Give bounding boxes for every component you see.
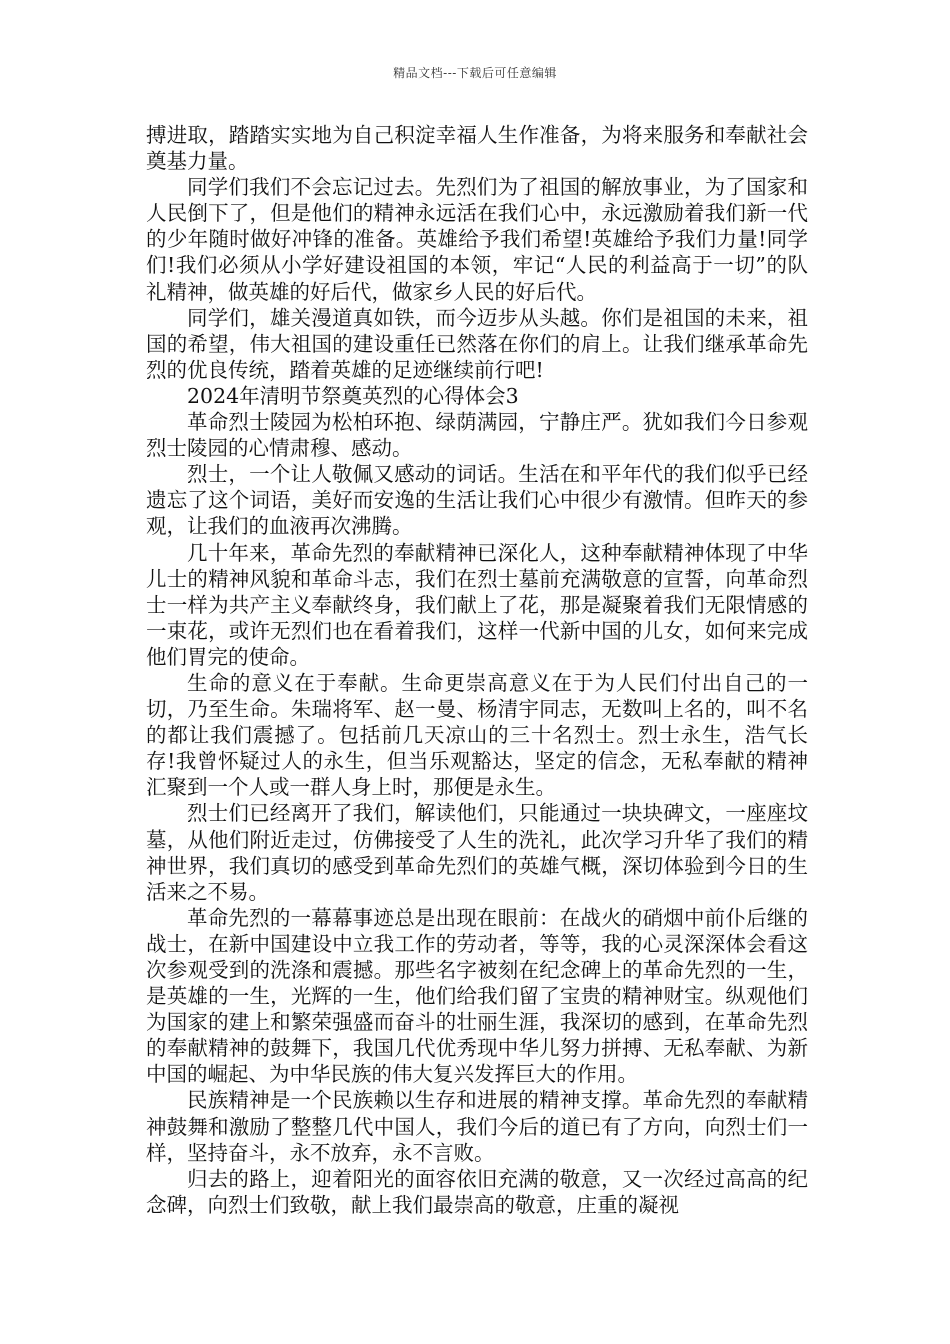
paragraph-continuation: 搏进取，踏踏实实地为自己积淀幸福人生作准备，为将来服务和奉献社会奠基力量。 [146, 123, 808, 174]
paragraph: 同学们，雄关漫道真如铁，而今迈步从头越。你们是祖国的未来，祖国的希望，伟大祖国的建设重任已然落在你们的肩上。让我们继承革命先烈的优良传统，踏着英雄的足迹继续前行吧! [146, 305, 808, 382]
paragraph: 烈士们已经离开了我们，解读他们，只能通过一块块碑文，一座座坟墓，从他们附近走过，仿佛接受了人生的洗礼，此次学习升华了我们的精神世界，我们真切的感受到革命先烈们的英雄气概，深切体验到今日的生活来之不易。 [146, 801, 808, 904]
paragraph: 革命烈士陵园为松柏环抱、绿荫满园，宁静庄严。犹如我们今日参观烈士陵园的心情肃穆、感动。 [146, 410, 808, 461]
paragraph: 归去的路上，迎着阳光的面容依旧充满的敬意，又一次经过高高的纪念碑，向烈士们致敬，献上我们最崇高的敬意，庄重的凝视 [146, 1166, 808, 1217]
paragraph: 同学们我们不会忘记过去。先烈们为了祖国的解放事业，为了国家和人民倒下了，但是他们的精神永远活在我们心中，永远激励着我们新一代的少年随时做好冲锋的准备。英雄给予我们希望!英雄给予我们力量!同学们!我们必须从小学好建设祖国的本领，牢记“人民的利益高于一切”的队礼精神，做英雄的好后代，做家乡人民的好后代。 [146, 175, 808, 304]
paragraph: 革命先烈的一幕幕事迹总是出现在眼前：在战火的硝烟中前仆后继的战士，在新中国建设中立我工作的劳动者，等等，我的心灵深深体会看这次参观受到的洗涤和震撼。那些名字被刻在纪念碑上的革命先烈的一生，是英雄的一生，光辉的一生，他们给我们留了宝贵的精神财宝。纵观他们为国家的建上和繁荣强盛而奋斗的壮丽生涯，我深切的感到，在革命先烈的奉献精神的鼓舞下，我国几代优秀现中华儿努力拼搏、无私奉献、为新中国的崛起、为中华民族的伟大复兴发挥巨大的作用。 [146, 905, 808, 1087]
document-body [146, 122, 808, 1218]
paragraph: 生命的意义在于奉献。生命更崇高意义在于为人民们付出自己的一切，乃至生命。朱瑞将军、赵一曼、杨清宇同志，无数叫上名的，叫不名的都让我们震撼了。包括前几天凉山的三十名烈士。烈士永生，浩气长存!我曾怀疑过人的永生，但当乐观豁达，坚定的信念，无私奉献的精神汇聚到一个人或一群人身上时，那便是永生。 [146, 670, 808, 800]
page-header: 精品文档---下载后可任意编辑 [393, 66, 557, 80]
paragraph: 几十年来，革命先烈的奉献精神已深化人，这种奉献精神体现了中华儿士的精神风貌和革命斗志，我们在烈士墓前充满敬意的宣誓，向革命烈士一样为共产主义奉献终身，我们献上了花，那是凝聚着我们无限情感的一束花，或许无烈们也在看着我们，这样一代新中国的儿女，如何来完成他们胃完的使命。 [146, 540, 808, 669]
paragraph: 烈士，一个让人敬佩又感动的词话。生活在和平年代的我们似乎已经遗忘了这个词语，美好而安逸的生活让我们心中很少有激情。但昨天的参观，让我们的血液再次沸腾。 [146, 462, 808, 539]
paragraph: 民族精神是一个民族赖以生存和进展的精神支撑。革命先烈的奉献精神鼓舞和激励了整整几代中国人，我们今后的道已有了方向，向烈士们一样，坚持奋斗，永不放弃，永不言败。 [146, 1088, 808, 1165]
section-heading: 2024年清明节祭奠英烈的心得体会3 [187, 383, 519, 408]
